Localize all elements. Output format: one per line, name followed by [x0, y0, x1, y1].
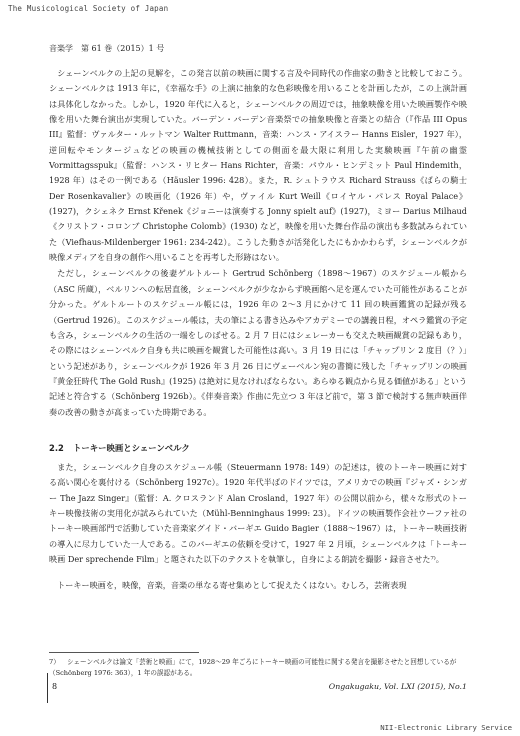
section-paragraph-1: また，シェーンベルク自身のスケジュール帳（Steuermann 1978: 149）の記述は，彼のトーキー映画に対する高い関心を裏付ける（Schönberg 1927c）。1920 年代半ばのドイツでは，アメリカでの映画『ジャズ・シンガー The Jazz Singer』（監督：A. クロスランド Alan Crosland，1927 年）の公開以前から，様々な形式のトーキー映像技術の実用化が試みられていた（Mühl-Benninghaus 1999: 23）。ドイツの映画製作会社ウーファ社のトーキー映画部門で活動していた音楽家グイド・バーギエ Guido Bagier（1888〜1967）は，トーキー映画技術の導入に尽力していた一人である。このバーギエの依頼を受けて，1927 年 2 月頃，シェーンベルクは「トーキー映画 Der sprechende Film」と題された以下のテクストを執筆し，自身による朗読を撮影・録音させた⁷⁾。: [49, 462, 467, 565]
section-number: 2.2: [49, 443, 64, 453]
paragraph-1: シェーンベルクの上記の見解を，この発言以前の映画に関する言及や同時代の作曲家の動きと比較しておこう。シェーンベルクは 1913 年に，《幸福な手》の上演に抽象的な色彩映像を用いることを計画したが，この上演計画は具体化しなかった。しかし，1920 年代に入ると，シェーンベルクの周辺では，抽象映像を用いた映画製作や映像を用いた舞台演出が実現していた。バーデン・バーデン音楽祭での抽象映像と音楽との結合（『作品 III Opus III』監督：ヴァルター・ルットマン Walter Ruttmann，音楽：ハンス・アイスラー Hanns Eisler，1927 年），逆回転やモンタージュなどの映画の機械技術としての側面を最大限に利用した実験映画『午前の幽霊 Vormittagsspuk』（監督：ハンス・リヒター Hans Richter，音楽：パウル・ヒンデミット Paul Hindemith，1928 年）はその一例である（Häusler 1996: 428）。また，R. シュトラウス Richard Strauss《ばらの騎士 Der Rosenkavalier》の映画化（1926 年）や，ヴァイル Kurt Weill《ロイヤル・パレス Royal Palace》(1927)，クシェネク Ernst Křenek《ジョニーは演奏する Jonny spielt auf》(1927)，ミヨー Darius Milhaud《クリストフ・コロンブ Christophe Colomb》(1930) など，映像を用いた舞台作品の演出も多数試みられていた（Viefhaus-Mildenberger 1961: 234-242）。こうした動きが活発化したにもかかわらず，シェーンベルクが映像メディアを自身の創作へ用いることを再考した形跡はない。: [49, 68, 467, 263]
footnote-text: シェーンベルクは論文「芸術と映画」にて，1928〜29 年ごろにトーキー映画の可能性に関する発言を撮影させたと回想しているが（Schönberg 1976: 363），1 年の誤認がある。: [49, 658, 457, 677]
archive-banner-bottom: NII-Electronic Library Service: [380, 723, 512, 732]
archive-banner-top: The Musicological Society of Japan: [8, 4, 169, 13]
journal-citation: Ongakugaku, Vol. LXI (2015), No.1: [328, 682, 467, 691]
section-paragraph-2: トーキー映画を，映像，音楽，音楽の単なる寄せ集めとして捉えたくはない。むしろ，芸術表現: [57, 580, 407, 591]
section-body-text: [49, 460, 467, 594]
footnote: [49, 657, 467, 678]
footnote-divider: [49, 652, 199, 653]
running-head: 音楽学 第 61 巻（2015）1 号: [49, 44, 165, 53]
section-heading: [49, 442, 190, 454]
paragraph-2: ただし，シェーンベルクの後妻ゲルトルート Gertrud Schönberg（1898〜1967）のスケジュール帳から（ASC 所蔵），ベルリンへの転居直後，シェーンベルクが少なからず映画館へ足を運んでいた可能性があることが分かった。ゲルトルートのスケジュール帳には，1926 年の 2〜3 月にかけて 11 回の映画鑑賞の記録が残る（Gertrud 1926）。このスケジュール帳は，夫の筆による書き込みやアカデミーでの講義日程，オペラ鑑賞の予定も含み，シェーンベルクの生活の一端をしのばせる。2 月 7 日にはシェレーカーも交えた映画観賞の記録もあり，その際にはシェーンベルク自身も共に映画を観賞した可能性は高い。3 月 19 日には「チャップリン 2 度目（？）」という記述があり，シェーンベルクが 1926 年 3 月 26 日にヴェーベルン宛の書簡に残した「チャップリンの映画『黄金狂時代 The Gold Rush』(1925) は絶対に見なければならない。あらゆる観点から見る価値がある」という記述と符合する（Schönberg 1926b）。《伴奏音楽》作曲に先立つ 3 年ほど前で，第 3 節で検討する無声映画伴奏の改善の動きが高まっていた時期である。: [49, 268, 467, 417]
page-number: 8: [52, 682, 58, 691]
footnote-number: 7）: [49, 658, 60, 666]
body-text: [49, 66, 467, 420]
page-margin-rule: [47, 673, 48, 703]
section-title: トーキー映画とシェーンベルク: [73, 443, 190, 453]
